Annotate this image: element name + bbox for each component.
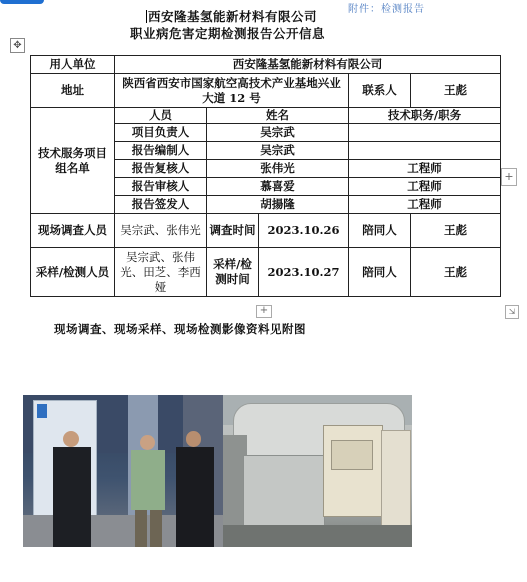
employer-value: 西安隆基氢能新材料有限公司: [115, 56, 501, 74]
staff-name: 张伟光: [207, 160, 349, 178]
table-row: [31, 214, 501, 248]
staff-title: 工程师: [349, 160, 501, 178]
table-resize-icon[interactable]: ⇲: [505, 305, 519, 319]
top-link[interactable]: 附件：检测报告: [348, 4, 425, 15]
address-label: 地址: [31, 74, 115, 108]
add-column-icon[interactable]: +: [501, 168, 517, 186]
staff-title: [349, 124, 501, 142]
staff-role: 报告签发人: [115, 196, 207, 214]
survey-accompany-label: 陪同人: [349, 214, 411, 248]
survey-time-label: 调查时间: [207, 214, 259, 248]
staff-name: 慕喜爱: [207, 178, 349, 196]
team-label: 技术服务项目组名单: [31, 108, 115, 214]
staff-role: 项目负责人: [115, 124, 207, 142]
contact-label: 联系人: [349, 74, 411, 108]
photo-note: 现场调查、现场采样、现场检测影像资料见附图: [54, 322, 306, 336]
site-sampling-photo: [223, 395, 412, 547]
add-row-icon[interactable]: +: [256, 305, 272, 318]
staff-role: 报告审核人: [115, 178, 207, 196]
staff-title: 工程师: [349, 178, 501, 196]
staff-title: 工程师: [349, 196, 501, 214]
sampling-time-label: 采样/检测时间: [207, 248, 259, 297]
survey-date: 2023.10.26: [259, 214, 349, 248]
survey-label: 现场调查人员: [31, 214, 115, 248]
title-header: 技术职务/职务: [349, 108, 501, 124]
staff-role: 报告编制人: [115, 142, 207, 160]
contact-value: 王彪: [411, 74, 501, 108]
site-survey-photo: [23, 395, 223, 547]
report-title: 职业病危害定期检测报告公开信息: [130, 26, 326, 41]
staff-title: [349, 142, 501, 160]
table-row: [31, 74, 501, 108]
sampling-accompany-value: 王彪: [411, 248, 501, 297]
address-value: 陕西省西安市国家航空高技术产业基地兴业大道 12 号: [115, 74, 349, 108]
sampling-label: 采样/检测人员: [31, 248, 115, 297]
text-cursor: [146, 10, 147, 23]
company-title: 西安隆基氢能新材料有限公司: [148, 9, 318, 24]
site-photos: [23, 395, 412, 547]
sampling-accompany-label: 陪同人: [349, 248, 411, 297]
table-row: [31, 108, 501, 124]
sampling-staff: 吴宗武、张伟光、田芝、李西娅: [115, 248, 207, 297]
table-row: [31, 248, 501, 297]
info-table: [30, 55, 501, 297]
top-edge-mark: [0, 0, 44, 4]
name-header: 姓名: [207, 108, 349, 124]
table-row: [31, 56, 501, 74]
survey-staff: 吴宗武、张伟光: [115, 214, 207, 248]
staff-name: 胡揚隆: [207, 196, 349, 214]
sampling-date: 2023.10.27: [259, 248, 349, 297]
staff-name: 吴宗武: [207, 124, 349, 142]
staff-header: 人员: [115, 108, 207, 124]
staff-name: 吴宗武: [207, 142, 349, 160]
table-move-icon[interactable]: ✥: [10, 38, 25, 53]
staff-role: 报告复核人: [115, 160, 207, 178]
survey-accompany-value: 王彪: [411, 214, 501, 248]
employer-label: 用人单位: [31, 56, 115, 74]
